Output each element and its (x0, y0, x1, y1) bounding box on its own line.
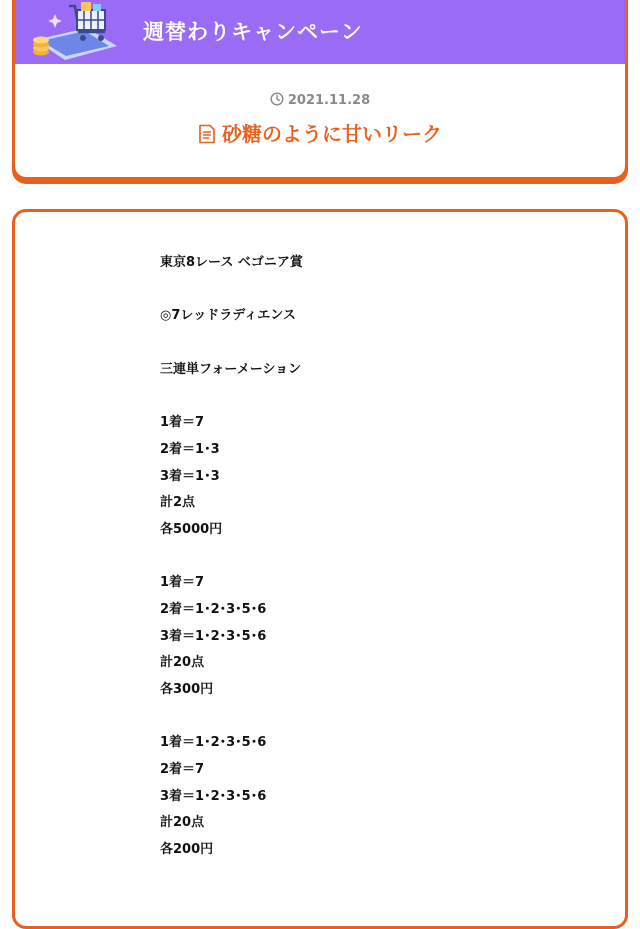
clock-icon (270, 92, 284, 106)
content-line: 2着＝1･3 (160, 441, 220, 457)
post-date-text: 2021.11.28 (287, 93, 371, 108)
content-line: 1着＝7 (160, 415, 205, 431)
content-line: 2着＝1･2･3･5･6 (160, 601, 267, 617)
blank-line (160, 544, 600, 571)
shopping-cart-phone-coins-illustration (29, 0, 129, 64)
post-body (160, 250, 600, 864)
content-line: 各5000円 (160, 521, 223, 537)
header-bar (15, 0, 625, 64)
document-icon (198, 124, 216, 144)
post-content-card (12, 209, 628, 929)
content-line: 計2点 (160, 495, 196, 511)
content-line: 1着＝1･2･3･5･6 (160, 735, 267, 751)
content-line: 計20点 (160, 655, 205, 671)
content-line: 3着＝1･2･3･5･6 (160, 628, 267, 644)
blank-line (160, 704, 600, 731)
content-line: 三連単フォーメーション (160, 361, 302, 377)
blank-line (160, 383, 600, 410)
content-line: 3着＝1･2･3･5･6 (160, 788, 267, 804)
post-header-card (12, 0, 628, 180)
content-line: 2着＝7 (160, 762, 205, 778)
content-line: 計20点 (160, 815, 205, 831)
content-line: 各300円 (160, 682, 214, 697)
content-line: 3着＝1･3 (160, 468, 220, 484)
post-title-text: 砂糖のように甘いリーク (222, 122, 442, 146)
content-line: ◎7レッドラディエンス (160, 308, 296, 324)
content-line: 1着＝7 (160, 575, 205, 591)
campaign-title: 週替わりキャンペーン (143, 20, 363, 44)
post-date (15, 92, 625, 108)
content-line: 東京8レース ベゴニア賞 (160, 255, 303, 270)
blank-line (160, 277, 600, 304)
content-line: 各200円 (160, 842, 214, 858)
blank-line (160, 330, 600, 357)
post-title (15, 118, 625, 147)
